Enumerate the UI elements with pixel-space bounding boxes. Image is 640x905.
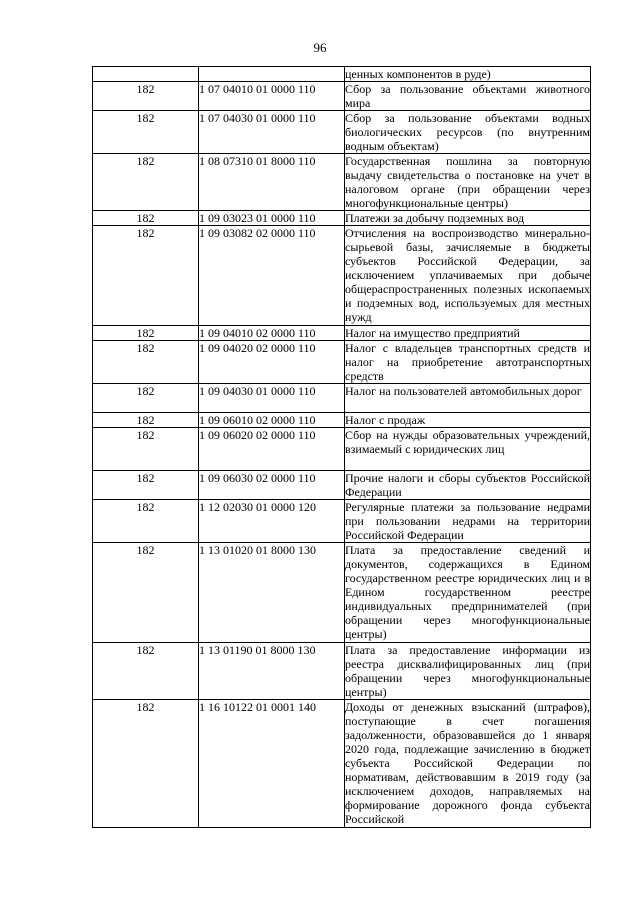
table-row — [93, 500, 591, 543]
budget-code-cell: 1 09 04030 01 0000 110 — [199, 384, 345, 413]
budget-codes-table — [92, 66, 591, 828]
revenue-name-cell: Прочие налоги и сборы субъектов Российской Федерации — [345, 471, 590, 499]
budget-code-cell: 1 09 06030 02 0000 110 — [199, 471, 345, 500]
budget-code-cell: 1 13 01190 01 8000 130 — [199, 643, 345, 700]
revenue-name-cell: Платежи за добычу подземных вод — [345, 211, 591, 226]
admin-code-cell: 182 — [93, 326, 199, 341]
admin-code-cell: 182 — [93, 211, 199, 226]
budget-code-cell: 1 13 01020 01 8000 130 — [199, 543, 345, 643]
table-row — [93, 428, 591, 471]
revenue-name-cell: Сбор за пользование объектами животного мира — [345, 82, 590, 110]
admin-code-cell — [93, 67, 199, 82]
budget-code-cell: 1 09 06020 02 0000 110 — [199, 428, 345, 471]
revenue-name-cell: Плата за предоставление информации из реестра дисквалифицированных лиц (при обращении через многофункциональные центры) — [345, 643, 590, 699]
revenue-name-cell: Налог с продаж — [345, 413, 591, 428]
table-row — [93, 226, 591, 326]
admin-code-cell: 182 — [93, 428, 199, 471]
admin-code-cell: 182 — [93, 700, 199, 828]
admin-code-cell: 182 — [93, 384, 199, 413]
table-row — [93, 471, 591, 500]
revenue-name-cell: Налог на имущество предприятий — [345, 326, 591, 341]
revenue-name-cell: Сбор на нужды образовательных учреждений, взимаемый с юридических лиц — [345, 428, 591, 471]
budget-code-cell: 1 16 10122 01 0001 140 — [199, 700, 345, 828]
table-row — [93, 111, 591, 154]
table-row — [93, 154, 591, 211]
table-row — [93, 543, 591, 643]
budget-code-cell — [199, 67, 345, 82]
budget-code-cell: 1 08 07310 01 8000 110 — [199, 154, 345, 211]
admin-code-cell: 182 — [93, 154, 199, 211]
table-body — [93, 67, 591, 828]
revenue-name-cell: Доходы от денежных взысканий (штрафов), поступающие в счет погашения задолженности, образовавшейся до 1 января 2020 года, подлежащие зачислению в бюджет субъекта Российской Федерации по нормативам, действовавшим в 2019 году (за исключением доходов, направляемых на формирование дорожного фонда субъекта Российской — [345, 700, 590, 826]
revenue-name-cell: Государственная пошлина за повторную выдачу свидетельства о постановке на учет в налоговом органе (при обращении через многофункциональные центры) — [345, 154, 590, 210]
revenue-name-cell: Плата за предоставление сведений и документов, содержащихся в Едином государственном реестре юридических лиц и в Едином государственном реестре индивидуальных предпринимателей (при обращении через многофункциональные центры) — [345, 543, 590, 641]
table-row — [93, 82, 591, 111]
table-row — [93, 700, 591, 828]
admin-code-cell: 182 — [93, 413, 199, 428]
revenue-name-cell: ценных компонентов в руде) — [345, 67, 591, 82]
revenue-name-cell: Налог на пользователей автомобильных дорог — [345, 384, 591, 413]
admin-code-cell: 182 — [93, 471, 199, 500]
table-row — [93, 211, 591, 226]
budget-code-cell: 1 12 02030 01 0000 120 — [199, 500, 345, 543]
budget-code-cell: 1 09 06010 02 0000 110 — [199, 413, 345, 428]
budget-code-cell: 1 09 03023 01 0000 110 — [199, 211, 345, 226]
table-row — [93, 413, 591, 428]
table-row — [93, 326, 591, 341]
admin-code-cell: 182 — [93, 226, 199, 326]
admin-code-cell: 182 — [93, 82, 199, 111]
budget-code-cell: 1 09 04020 02 0000 110 — [199, 341, 345, 384]
admin-code-cell: 182 — [93, 341, 199, 384]
admin-code-cell: 182 — [93, 643, 199, 700]
table-row — [93, 67, 591, 82]
budget-code-cell: 1 07 04010 01 0000 110 — [199, 82, 345, 111]
budget-code-cell: 1 09 04010 02 0000 110 — [199, 326, 345, 341]
budget-code-cell: 1 07 04030 01 0000 110 — [199, 111, 345, 154]
page-number: 96 — [313, 40, 327, 55]
budget-code-cell: 1 09 03082 02 0000 110 — [199, 226, 345, 326]
admin-code-cell: 182 — [93, 543, 199, 643]
table-row — [93, 384, 591, 413]
revenue-name-cell: Отчисления на воспроизводство минерально-сырьевой базы, зачисляемые в бюджеты субъектов Российской Федерации, за исключением уплачиваемых при добыче общераспространенных полезных ископаемых и подземных вод, используемых для местных нужд — [345, 226, 590, 324]
revenue-name-cell: Сбор за пользование объектами водных биологических ресурсов (по внутренним водным объектам) — [345, 111, 590, 153]
table-row — [93, 643, 591, 700]
admin-code-cell: 182 — [93, 500, 199, 543]
table-row — [93, 341, 591, 384]
admin-code-cell: 182 — [93, 111, 199, 154]
revenue-name-cell: Регулярные платежи за пользование недрами при пользовании недрами на территории Российской Федерации — [345, 500, 590, 542]
revenue-name-cell: Налог с владельцев транспортных средств и налог на приобретение автотранспортных средств — [345, 341, 590, 383]
